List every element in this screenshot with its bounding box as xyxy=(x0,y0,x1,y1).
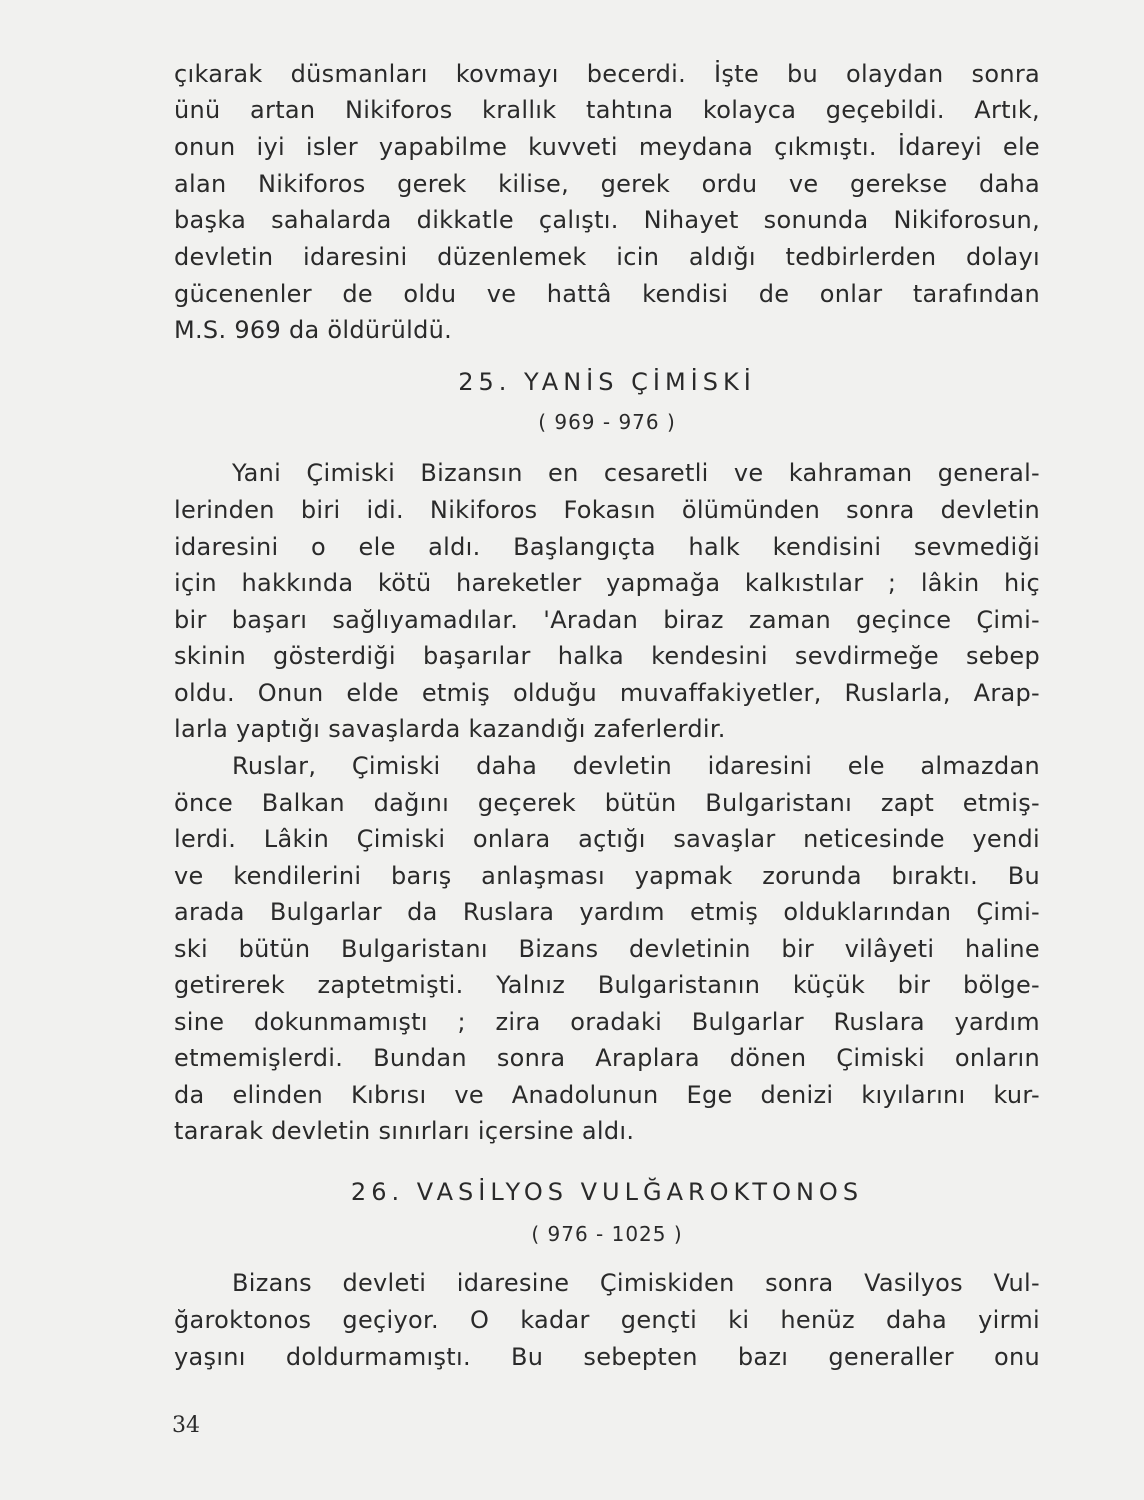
text-line: ski bütün Bulgaristanı Bizans devletinin bir vilâyeti haline xyxy=(174,935,1040,963)
text-line: skinin gösterdiği başarılar halka kendesini sevdirmeğe sebep xyxy=(174,642,1040,670)
section-dates-25: ( 969 - 976 ) xyxy=(538,410,676,434)
text-line: getirerek zaptetmişti. Yalnız Bulgaristanın küçük bir bölge- xyxy=(174,971,1040,999)
text-line: M.S. 969 da öldürüldü. xyxy=(174,316,453,344)
text-line: çıkarak düsmanları kovmayı becerdi. İşte bu olaydan sonra xyxy=(174,60,1040,88)
text-line: alan Nikiforos gerek kilise, gerek ordu ve gerekse daha xyxy=(174,170,1040,198)
text-line: onun iyi isler yapabilme kuvveti meydana çıkmıştı. İdareyi ele xyxy=(174,133,1040,161)
text-line: arada Bulgarlar da Ruslara yardım etmiş olduklarından Çimi- xyxy=(174,898,1040,926)
text-line: Ruslar, Çimiski daha devletin idaresini ele almazdan xyxy=(232,752,1040,780)
text-line: lerinden biri idi. Nikiforos Fokasın ölümünden sonra devletin xyxy=(174,496,1040,524)
text-line: yaşını doldurmamıştı. Bu sebepten bazı generaller onu xyxy=(174,1343,1040,1371)
page-number: 34 xyxy=(172,1413,200,1438)
text-line: bir başarı sağlıyamadılar. 'Aradan biraz zaman geçince Çimi- xyxy=(174,606,1040,634)
text-line: gücenenler de oldu ve hattâ kendisi de onlar tarafından xyxy=(174,280,1040,308)
text-line: da elinden Kıbrısı ve Anadolunun Ege denizi kıyılarını kur- xyxy=(174,1081,1040,1109)
text-line: sine dokunmamıştı ; zira oradaki Bulgarlar Ruslara yardım xyxy=(174,1008,1040,1036)
section-dates-26: ( 976 - 1025 ) xyxy=(531,1222,683,1246)
text-line: idaresini o ele aldı. Başlangıçta halk kendisini sevmediği xyxy=(174,533,1040,561)
text-line: devletin idaresini düzenlemek icin aldığı tedbirlerden dolayı xyxy=(174,243,1040,271)
section-heading-26: 26. VASİLYOS VULĞAROKTONOS xyxy=(350,1178,864,1206)
text-line: için hakkında kötü hareketler yapmağa kalkıstılar ; lâkin hiç xyxy=(174,569,1040,597)
section-heading-25: 25. YANİS ÇİMİSKİ xyxy=(458,368,756,396)
text-line: tararak devletin sınırları içersine aldı. xyxy=(174,1117,635,1145)
text-line: başka sahalarda dikkatle çalıştı. Nihayet sonunda Nikiforosun, xyxy=(174,206,1040,234)
text-line: ğaroktonos geçiyor. O kadar gençti ki henüz daha yirmi xyxy=(174,1306,1040,1334)
text-line: ve kendilerini barış anlaşması yapmak zorunda bıraktı. Bu xyxy=(174,862,1040,890)
text-line: Yani Çimiski Bizansın en cesaretli ve kahraman general- xyxy=(232,459,1040,487)
text-line: önce Balkan dağını geçerek bütün Bulgaristanı zapt etmiş- xyxy=(174,789,1040,817)
text-line: ünü artan Nikiforos krallık tahtına kolayca geçebildi. Artık, xyxy=(174,96,1040,124)
text-line: Bizans devleti idaresine Çimiskiden sonra Vasilyos Vul- xyxy=(232,1269,1040,1297)
text-line: larla yaptığı savaşlarda kazandığı zaferlerdir. xyxy=(174,715,726,743)
text-line: lerdi. Lâkin Çimiski onlara açtığı savaşlar neticesinde yendi xyxy=(174,825,1040,853)
text-line: oldu. Onun elde etmiş olduğu muvaffakiyetler, Ruslarla, Arap- xyxy=(174,679,1040,707)
text-line: etmemişlerdi. Bundan sonra Araplara dönen Çimiski onların xyxy=(174,1044,1040,1072)
